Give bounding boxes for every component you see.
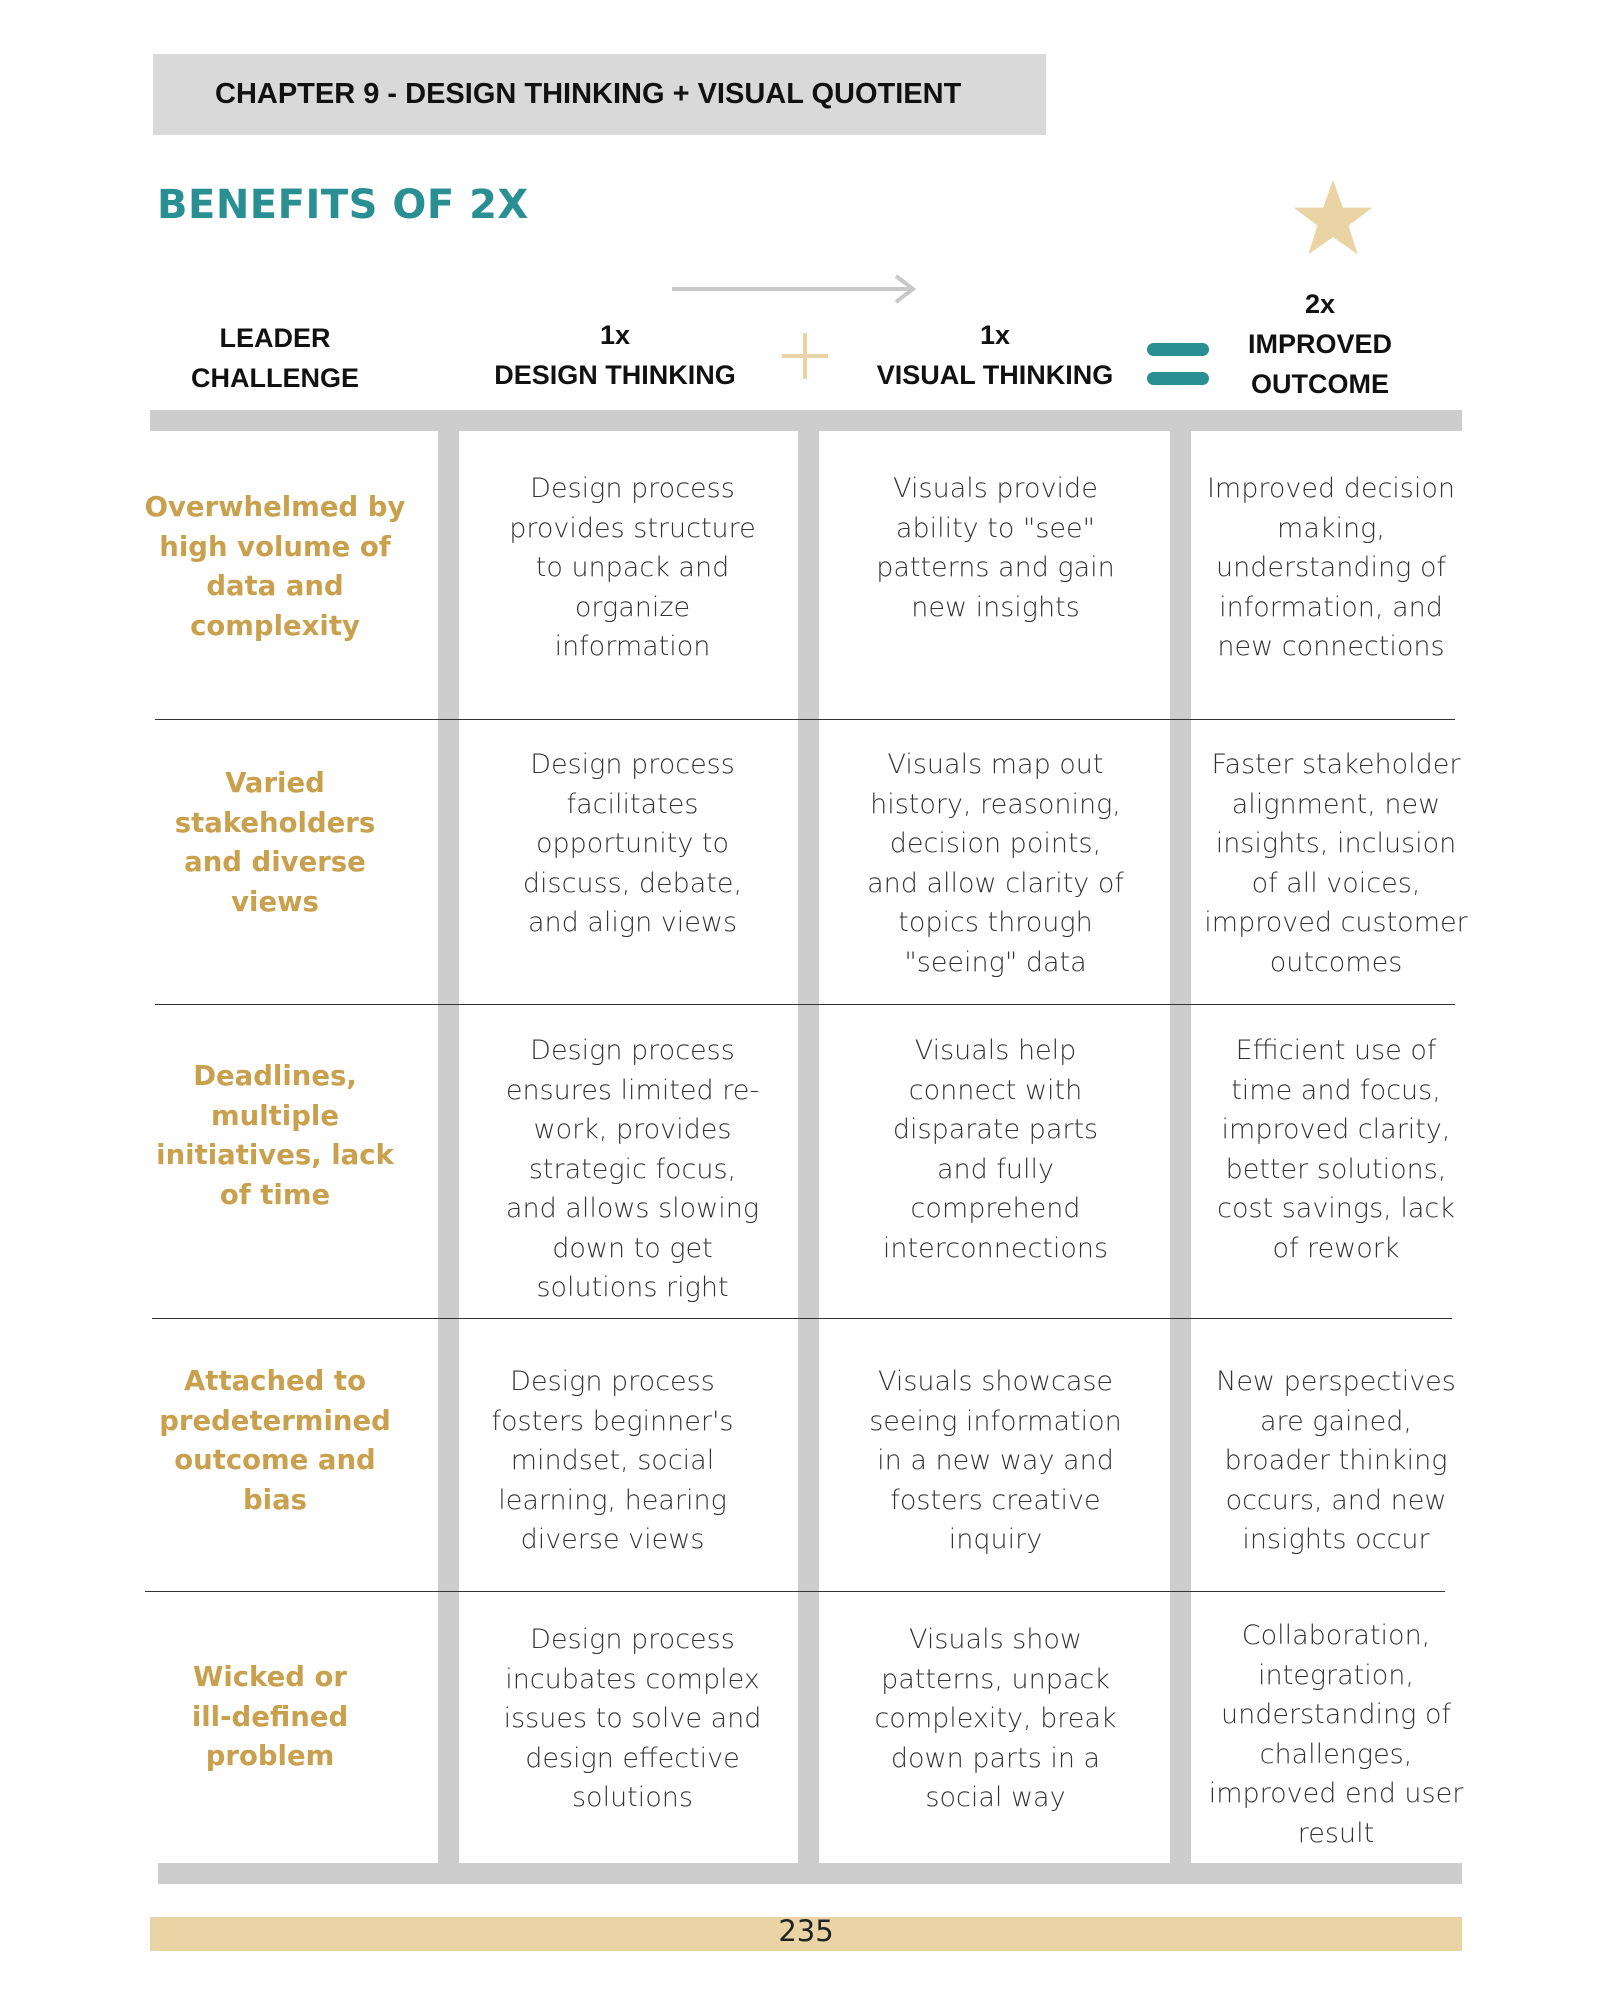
challenge-line: data and [206, 570, 344, 602]
cell-line: of all voices, [1251, 867, 1421, 899]
cell-line: Design process [530, 1035, 735, 1066]
cell-line: complexity, break [874, 1703, 1117, 1734]
cell-line: comprehend [910, 1193, 1081, 1224]
cell-line: Improved decision [1206, 473, 1456, 504]
header-leader-line2: CHALLENGE [191, 363, 359, 393]
row-3-visual [833, 1031, 1158, 1268]
cell-line: Visuals show [908, 1624, 1083, 1655]
chapter-banner [153, 54, 1046, 135]
header-leader-line1: LEADER [219, 323, 331, 353]
row-1-design [470, 469, 795, 667]
cell-line: interconnections [882, 1232, 1109, 1264]
star-icon [1292, 178, 1374, 256]
cell-line: learning, hearing [498, 1484, 727, 1516]
cell-line: New perspectives [1216, 1366, 1456, 1397]
cell-line: patterns and gain [876, 552, 1115, 583]
challenge-line: Attached to [184, 1365, 366, 1397]
cell-line: work, provides [533, 1114, 732, 1145]
cell-line: strategic focus, [528, 1153, 737, 1185]
cell-line: ensures limited re- [505, 1074, 760, 1106]
cell-line: Efficient use of [1235, 1035, 1437, 1066]
cell-line: insights, inclusion [1215, 828, 1457, 859]
cell-line: organize [574, 591, 691, 623]
grid-column-divider [1170, 410, 1191, 1863]
cell-line: Visuals help [914, 1035, 1077, 1066]
row-1-visual [833, 469, 1158, 627]
challenge-line: of time [219, 1178, 331, 1211]
row-5-visual [833, 1620, 1158, 1818]
cell-line: better solutions, [1225, 1153, 1447, 1185]
header-visual-thinking [850, 315, 1140, 395]
cell-line: topics through [898, 907, 1093, 938]
row-3-outcome [1196, 1031, 1476, 1268]
cell-line: mindset, social [510, 1445, 715, 1476]
cell-line: Design process [530, 749, 735, 780]
cell-line: disparate parts [892, 1114, 1099, 1145]
cell-line: incubates complex [505, 1663, 760, 1695]
cell-line: Design process [530, 1624, 735, 1655]
cell-line: Faster stakeholder [1211, 749, 1461, 780]
cell-line: diverse views [520, 1524, 705, 1555]
challenge-line: Deadlines, [193, 1060, 357, 1092]
cell-line: down parts in a [890, 1742, 1101, 1774]
row-4-outcome [1196, 1362, 1476, 1560]
cell-line: information, and [1219, 591, 1443, 623]
cell-line: improved customer [1204, 907, 1468, 938]
header-design-line2: DESIGN THINKING [494, 360, 736, 390]
header-design-thinking [470, 315, 760, 395]
cell-line: patterns, unpack [881, 1663, 1110, 1695]
cell-line: information [554, 631, 711, 662]
grid-column-divider [438, 410, 459, 1863]
cell-line: fosters beginner's [491, 1405, 734, 1437]
challenge-line: initiatives, lack [156, 1139, 394, 1171]
header-visual-line2: VISUAL THINKING [876, 360, 1114, 390]
row-2-outcome [1196, 745, 1476, 982]
cell-line: discuss, debate, [522, 867, 743, 899]
row-1-challenge [140, 488, 410, 646]
cell-line: and allow clarity of [867, 867, 1124, 899]
cell-line: cost savings, lack [1217, 1193, 1455, 1224]
cell-line: and allows slowing [505, 1193, 760, 1224]
cell-line: Visuals showcase [877, 1366, 1114, 1397]
header-visual-line1: 1x [979, 320, 1011, 350]
header-outcome-line2: IMPROVED [1247, 329, 1393, 359]
cell-line: "seeing" data [904, 946, 1087, 978]
challenge-line: ill-defined [191, 1700, 349, 1733]
cell-line: are gained, [1260, 1405, 1412, 1437]
cell-line: issues to solve and [503, 1703, 762, 1734]
challenge-line: complexity [190, 609, 360, 642]
cell-line: connect with [908, 1074, 1083, 1106]
cell-line: in a new way and [877, 1445, 1114, 1476]
cell-line: solutions right [536, 1272, 729, 1303]
cell-line: solutions [571, 1782, 693, 1813]
challenge-line: views [231, 885, 319, 918]
cell-line: challenges, [1259, 1738, 1413, 1770]
cell-line: Visuals map out [887, 749, 1104, 780]
cell-line: occurs, and new [1225, 1484, 1447, 1516]
cell-line: inquiry [948, 1524, 1043, 1555]
chapter-title: CHAPTER 9 - DESIGN THINKING + VISUAL QUOTIENT [215, 78, 962, 110]
cell-line: social way [925, 1782, 1066, 1813]
row-1-outcome [1196, 469, 1466, 667]
challenge-line: Overwhelmed by [144, 491, 406, 523]
equals-icon [1147, 343, 1209, 388]
challenge-line: multiple [211, 1099, 339, 1132]
challenge-line: problem [205, 1740, 335, 1772]
header-design-line1: 1x [599, 320, 631, 350]
row-separator [155, 1004, 1455, 1005]
cell-line: design effective [525, 1742, 740, 1774]
plus-icon [780, 331, 830, 381]
row-4-design [450, 1362, 775, 1560]
cell-line: history, reasoning, [870, 788, 1121, 820]
row-4-visual [833, 1362, 1158, 1560]
cell-line: decision points, [889, 828, 1102, 859]
row-5-challenge [130, 1658, 410, 1777]
row-3-design [470, 1031, 795, 1308]
cell-line: to unpack and [535, 552, 730, 583]
row-4-challenge [140, 1362, 410, 1520]
cell-line: making, [1277, 512, 1385, 544]
challenge-line: stakeholders [174, 806, 376, 839]
challenge-line: outcome and [174, 1444, 376, 1476]
cell-line: time and focus, [1231, 1074, 1441, 1106]
cell-line: integration, [1258, 1659, 1414, 1691]
cell-line: result [1297, 1817, 1375, 1849]
cell-line: insights occur [1242, 1524, 1430, 1555]
challenge-line: and diverse [184, 846, 366, 878]
challenge-line: high volume of [159, 530, 391, 563]
cell-line: new insights [911, 591, 1080, 623]
row-2-challenge [140, 764, 410, 922]
cell-line: down to get [552, 1232, 713, 1264]
cell-line: Collaboration, [1241, 1620, 1431, 1651]
cell-line: ability to "see" [895, 512, 1096, 544]
header-outcome-line3: OUTCOME [1251, 369, 1389, 399]
cell-line: understanding of [1221, 1699, 1451, 1730]
cell-line: new connections [1217, 631, 1445, 662]
cell-line: improved clarity, [1221, 1114, 1451, 1145]
cell-line: Design process [510, 1366, 715, 1397]
cell-line: facilitates [566, 788, 699, 820]
cell-line: understanding of [1216, 552, 1446, 583]
row-3-challenge [140, 1057, 410, 1215]
row-5-design [470, 1620, 795, 1818]
cell-line: seeing information [869, 1405, 1122, 1437]
grid-bottom-bar [158, 1863, 1462, 1884]
cell-line: fosters creative [890, 1484, 1101, 1516]
page-title: BENEFITS OF 2X [157, 182, 529, 228]
challenge-line: bias [242, 1483, 308, 1516]
row-5-outcome [1196, 1616, 1476, 1853]
header-outcome-line1: 2x [1304, 289, 1336, 319]
row-separator [152, 1318, 1452, 1319]
cell-line: Visuals provide [893, 473, 1098, 504]
cell-line: and align views [527, 907, 738, 938]
grid-column-divider [798, 410, 819, 1863]
cell-line: alignment, new [1231, 788, 1441, 820]
row-separator [155, 719, 1455, 720]
challenge-line: Varied [225, 767, 325, 799]
row-separator [145, 1591, 1445, 1592]
page-number: 235 [778, 1914, 834, 1948]
row-2-visual [833, 745, 1158, 982]
cell-line: provides structure [509, 512, 756, 544]
row-2-design [470, 745, 795, 943]
challenge-line: predetermined [159, 1404, 391, 1437]
cell-line: Design process [530, 473, 735, 504]
header-improved-outcome [1220, 284, 1420, 404]
cell-line: outcomes [1269, 946, 1403, 978]
cell-line: and fully [937, 1153, 1054, 1185]
arrow-right-icon [670, 272, 920, 306]
header-leader-challenge [150, 318, 400, 398]
cell-line: improved end user [1208, 1778, 1464, 1809]
cell-line: opportunity to [536, 828, 729, 859]
challenge-line: Wicked or [193, 1661, 347, 1693]
cell-line: of rework [1272, 1232, 1400, 1264]
cell-line: broader thinking [1224, 1445, 1448, 1476]
